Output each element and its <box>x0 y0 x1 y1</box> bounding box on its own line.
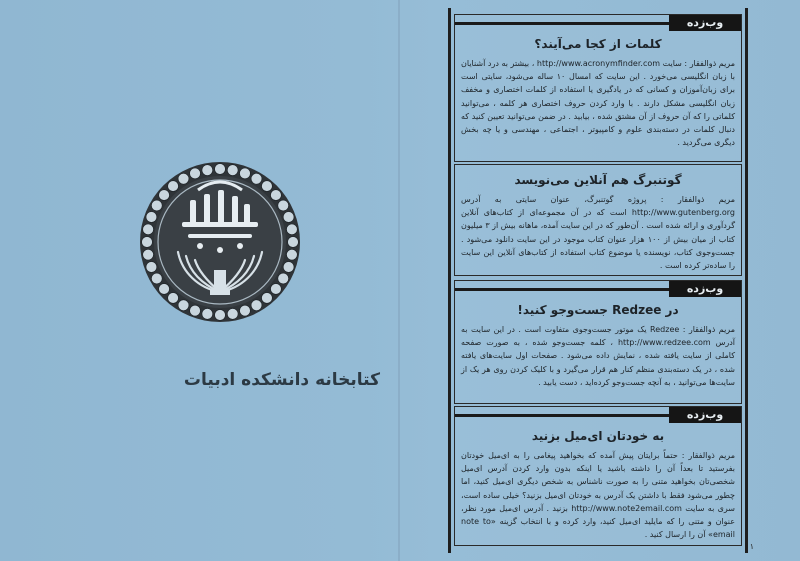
emblem-bead <box>215 310 226 321</box>
emblem-bead <box>159 190 170 201</box>
library-title: کتابخانه دانشکده ادبیات <box>183 370 380 390</box>
clip-link: http://www.note2email.com <box>571 503 682 513</box>
clip-body-text: ، بیشتر به درد آشنایان با زبان انگلیسی می‌خورد . این سایت که امسال ۱۰ ساله می‌شود، سایتی است برای زبان‌آموزان و کسانی که در یادگیری یا استفاده از کلمات اختصاری و مخفف زبان انگلیسی مشکل دارند . با وارد کردن حروف اختصاری هر کلمه ، می‌توانید کلماتی را که آن حروف از آن مشتق شده ، بیابید . در ضمن می‌توانید تعیین کنید که دنبال کلمات در دسته‌بندی علوم و کامپیوتر ، اجتماعی ، مهندسی و یا چه بخش دیگری می‌گردید . <box>461 59 735 148</box>
emblem-bead <box>143 249 154 260</box>
banner-line <box>455 22 669 25</box>
emblem-bead <box>190 305 201 316</box>
column-rule-left <box>448 8 451 553</box>
emblem-bead <box>146 212 157 223</box>
clip-body <box>455 449 741 541</box>
banner-line <box>455 414 669 417</box>
column-rule-right <box>745 8 748 553</box>
university-of-tehran-emblem <box>138 160 302 324</box>
clip-body-text: بزنید . آدرس ای‌میل مورد نظر، عنوان و متنی را که مایلید ای‌میل کنید، وارد کرده و با انتخاب گزینه «note to email» آن را ارسال کنید . <box>461 503 735 540</box>
emblem-bead <box>190 168 201 179</box>
clip-title: به خودتان ای‌میل بزنید <box>531 429 665 443</box>
clip-link: http://www.redzee.com <box>617 338 711 348</box>
emblem-bead <box>142 237 153 248</box>
clip-body-text: مریم ذوالفقار : Redzee یک موتور جست‌وجوی متفاوت است . در این سایت به آدرس <box>461 325 736 348</box>
emblem-bead <box>168 181 179 192</box>
emblem-bead <box>262 181 273 192</box>
emblem-bead <box>146 262 157 273</box>
emblem-bead <box>271 284 282 295</box>
emblem-bead <box>151 273 162 284</box>
emblem-bead <box>251 173 262 184</box>
emblem-bead <box>283 212 294 223</box>
emblem-bead <box>278 200 289 211</box>
emblem-bead <box>283 262 294 273</box>
emblem-bead <box>240 305 251 316</box>
emblem-bead <box>262 293 273 304</box>
emblem-bead <box>227 165 238 176</box>
clip-body-text: است که در آن مجموعه‌ای از کتاب‌های آنلاین گردآوری و ارائه شده است . آن‌طور که در این سایت آمده، ماهانه بیش از ۳ میلیون کتاب از میان بیش از ۱۰۰ هزار عنوان کتاب موجود در این سایت دانلود می‌شود . جست‌وجوی کتاب، نویسنده یا موضوع کتاب استفاده از کتاب‌های آنلاین این سایت را ساده‌تر کرده است . <box>461 208 736 271</box>
clip-banner: وب‌زده <box>669 407 741 423</box>
clippings-column <box>448 8 748 553</box>
emblem-bead <box>159 284 170 295</box>
clip-banner: وب‌زده <box>669 281 741 297</box>
clip-body <box>455 323 741 389</box>
clip-link: http://www.acronymfinder.com <box>536 59 661 68</box>
emblem-bead <box>251 300 262 311</box>
clip-note2email <box>454 406 742 546</box>
clip-body-text: ، کلمه جست‌وجو شده ، به صورت صفحه کاملی از سایت یافته شده ، نمایش داده می‌شود . صفحات اول سایت‌های یافته شده ، در یک دسته‌بندی منظم کنار هم قرار می‌گیرد و با کلیک کردن روی هر یک از سایت‌ها می‌توانید ، به آنچه جست‌وجو کرده‌اید ، دست یابید . <box>461 338 735 387</box>
emblem-bead <box>178 173 189 184</box>
emblem-bead <box>227 308 238 319</box>
emblem-bead <box>202 308 213 319</box>
clip-body-text: مریم ذوالفقار : پروژه گوتنبرگ، عنوان سایتی به آدرس <box>461 195 735 204</box>
clip-title: در Redzee جست‌وجو کنید! <box>517 303 679 317</box>
emblem-bead <box>143 224 154 235</box>
clip-title: کلمات از کجا می‌آیند؟ <box>534 37 662 51</box>
clip-body-text: مریم ذوالفقار : سایت <box>660 59 735 68</box>
banner-line <box>455 288 669 291</box>
emblem-bead <box>271 190 282 201</box>
emblem-bead <box>288 237 299 248</box>
clip-title: گوتنبرگ هم آنلاین می‌نویسد <box>514 173 682 187</box>
emblem-bead <box>286 249 297 260</box>
emblem-bead <box>286 224 297 235</box>
emblem-bead <box>151 200 162 211</box>
clip-acronymfinder <box>454 14 742 162</box>
clip-gutenberg <box>454 164 742 276</box>
clip-redzee <box>454 280 742 404</box>
clip-body <box>455 57 741 149</box>
clip-body-text: مریم ذوالفقار : حتماً برایتان پیش آمده که بخواهید پیغامی را به ای‌میل خودتان بفرستید تا بعداً آن را داشته باشید یا اینکه بدون وارد کردن آدرس ای‌میل شخصی‌تان بخواهید متنی را به صورت ناشناس به شخص دیگری ای‌میل کنید، اما چطور می‌شود فقط با داشتن یک آدرس به خودتان ای‌میل بزنید؟ خیلی ساده است، سری به سایت <box>461 451 735 513</box>
emblem-bead <box>278 273 289 284</box>
emblem-bead <box>240 168 251 179</box>
clip-banner: وب‌زده <box>669 15 741 31</box>
emblem-bead <box>202 165 213 176</box>
clip-body <box>455 193 741 272</box>
clip-link: http://www.gutenberg.org <box>631 208 735 218</box>
page-number: ۱ <box>749 542 754 551</box>
emblem-bead <box>178 300 189 311</box>
emblem-bead <box>168 293 179 304</box>
emblem-bead <box>215 164 226 175</box>
